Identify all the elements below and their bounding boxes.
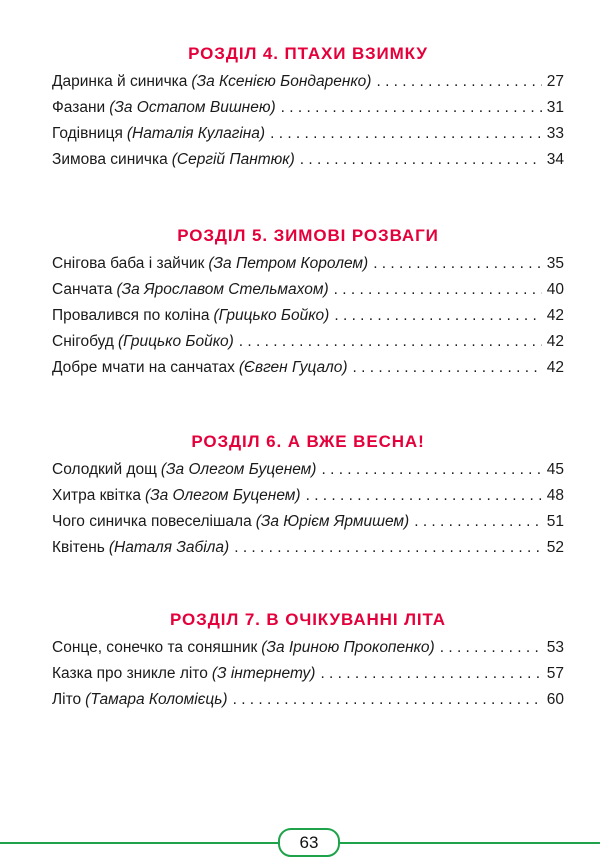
entry-title: Квітень [52,539,105,556]
toc-entry[interactable] [52,635,564,661]
entry-page: 31 [546,99,564,116]
toc-entry[interactable] [52,303,564,329]
toc-entry[interactable] [52,661,564,687]
dot-leader [300,147,542,173]
dot-leader [414,509,542,535]
entry-title: Чого синичка повеселішала [52,513,252,530]
entry-title: Сонце, сонечко та соняшник [52,639,258,656]
entry-author: (За Остапом Вишнею) [109,99,276,116]
entry-title: Фазани [52,99,106,116]
entry-author: (За Олегом Буценем) [144,487,301,504]
dot-leader [320,661,541,687]
toc-entry[interactable] [52,457,564,483]
entry-title: Снігова баба і зайчик [52,255,205,272]
entry-page: 57 [546,665,564,682]
toc-entry[interactable] [52,355,564,381]
section-title: РОЗДІЛ 7. В ОЧІКУВАННІ ЛІТА [170,610,446,629]
dot-leader [334,277,542,303]
entry-page: 34 [546,151,564,168]
entry-author: (Наталя Забіла) [108,539,230,556]
entry-author: (За Ярославом Стельмахом) [116,281,329,298]
entry-page: 40 [546,281,564,298]
entry-page: 35 [546,255,564,272]
entry-author: (Наталія Кулагіна) [126,125,266,142]
entry-author: (Сергій Пантюк) [171,151,295,168]
entry-author: (Тамара Коломієць) [85,691,228,708]
toc-entry[interactable] [52,277,564,303]
entry-page: 51 [546,513,564,530]
entry-author: (Євген Гуцало) [238,359,348,376]
toc-entry[interactable] [52,69,564,95]
section-title: РОЗДІЛ 6. А ВЖЕ ВЕСНА! [191,432,425,451]
entry-page: 33 [546,125,564,142]
section-title: РОЗДІЛ 5. ЗИМОВІ РОЗВАГИ [177,226,439,245]
section-4 [52,43,564,173]
entry-title: Хитра квітка [52,487,141,504]
section-6 [52,431,564,561]
entry-author: (За Петром Королем) [208,255,369,272]
page-number: 63 [278,828,340,857]
entry-page: 53 [546,639,564,656]
entry-page: 48 [546,487,564,504]
entry-page: 60 [546,691,564,708]
toc-entry[interactable] [52,329,564,355]
dot-leader [440,635,542,661]
entry-author: (За Ксенією Бондаренко) [191,73,372,90]
entry-title: Провалився по коліна [52,307,210,324]
entry-page: 42 [546,333,564,350]
entry-author: (Грицько Бойко) [117,333,234,350]
dot-leader [239,329,542,355]
dot-leader [233,687,542,713]
entry-page: 42 [546,359,564,376]
entry-title: Солодкий дощ [52,461,157,478]
dot-leader [321,457,541,483]
entry-title: Добре мчати на санчатах [52,359,235,376]
dot-leader [373,251,542,277]
dot-leader [234,535,542,561]
dot-leader [353,355,542,381]
toc-entry[interactable] [52,483,564,509]
dot-leader [281,95,542,121]
entry-title: Годівниця [52,125,123,142]
entry-page: 42 [546,307,564,324]
toc-entry[interactable] [52,95,564,121]
dot-leader [334,303,541,329]
dot-leader [376,69,541,95]
entry-title: Літо [52,691,82,708]
entry-author: (За Іриною Прокопенко) [261,639,435,656]
entry-page: 52 [546,539,564,556]
entry-page: 27 [546,73,564,90]
entry-author: (З інтернету) [211,665,316,682]
entry-title: Даринка й синичка [52,73,188,90]
dot-leader [306,483,542,509]
toc-entry[interactable] [52,121,564,147]
section-title: РОЗДІЛ 4. ПТАХИ ВЗИМКУ [188,44,428,63]
toc-entry[interactable] [52,251,564,277]
entry-author: (Грицько Бойко) [213,307,330,324]
entry-author: (За Юрієм Ярмишем) [255,513,410,530]
toc-entry[interactable] [52,147,564,173]
toc-entry[interactable] [52,535,564,561]
dot-leader [270,121,542,147]
entry-title: Зимова синичка [52,151,168,168]
entry-title: Снігобуд [52,333,114,350]
section-7 [52,609,564,713]
entry-title: Санчата [52,281,113,298]
entry-page: 45 [546,461,564,478]
section-5 [52,225,564,381]
toc-entry[interactable] [52,687,564,713]
toc-entry[interactable] [52,509,564,535]
entry-author: (За Олегом Буценем) [160,461,317,478]
entry-title: Казка про зникле літо [52,665,208,682]
